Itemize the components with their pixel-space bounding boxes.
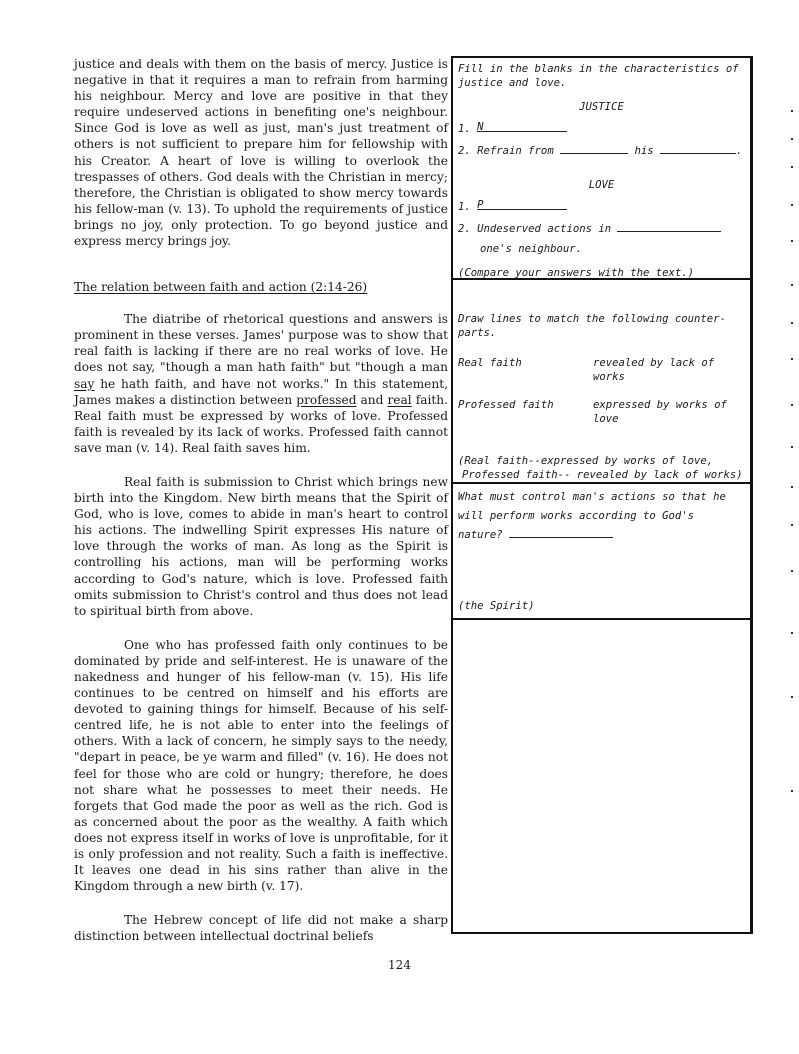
justice-item-1: 1. N	[458, 120, 745, 136]
justice-blank-2a[interactable]	[560, 142, 628, 154]
match-left-real-faith[interactable]: Real faith	[458, 357, 522, 369]
paragraph-diatribe: The diatribe of rhetorical questions and answers is prominent in these verses. James' purpose was to show that real faith is lacking if there are no real works of love. He does not say, "though a man hath faith" but "though a man say he hath faith, and have not works." In this statement, James makes a distinction between professed and real faith. Real faith must be expressed by works of love. Professed faith is revealed by its lack of works. Professed faith cannot save man (v. 14). Real faith saves him.	[74, 312, 449, 455]
matching-grid	[458, 356, 745, 426]
scan-margin-specks	[788, 100, 796, 820]
love-item-2-cont: one's neighbour.	[480, 243, 583, 255]
compare-answers-note: (Compare your answers with the text.)	[458, 267, 694, 279]
love-item-2: 2. Undeserved actions in	[458, 220, 745, 236]
question-answer-blank[interactable]	[509, 526, 613, 538]
empty-note-box	[453, 620, 750, 932]
matching-box	[453, 280, 750, 484]
justice-item-2: 2. Refrain from his .	[458, 142, 745, 158]
underlined-say: say	[74, 376, 95, 391]
question-answer: (the Spirit)	[458, 600, 535, 612]
paragraph-professed-faith: One who has professed faith only continues to be dominated by pride and self-interest. He is unaware of the nakedness and hunger of his fellow-man (v. 15). His life continues to be centred on himself and his efforts are devoted to gaining things for himself. Because of his self-centred life, he is not able to enter into the feelings of others. With a lack of concern, he simply says to the needy, "depart in peace, be ye warm and filled" (v. 16). He does not feel for those who are cold or hungry; therefore, he does not share what he possesses to meet their needs. He forgets that God made the poor as well as the rich. God is as concerned about the poor as the wealthy. A faith which does not express itself in works of love is unprofitable, for it is only profession and not reality. Such a faith is ineffective. It leaves one dead in his sins rather than alive in the Kingdom through a new birth (v. 17).	[74, 637, 448, 894]
matching-instruction: Draw lines to match the following counter-parts.	[458, 313, 726, 339]
fill-in-blanks-box	[453, 58, 750, 280]
match-right-expressed[interactable]: expressed by works of love	[593, 399, 727, 425]
underlined-professed: professed	[296, 392, 357, 407]
main-text-column	[74, 56, 448, 945]
justice-blank-2b[interactable]	[660, 142, 736, 154]
love-heading: LOVE	[588, 179, 615, 191]
page-number: 124	[388, 958, 411, 972]
love-item-1: 1. P	[458, 198, 745, 214]
justice-blank-1[interactable]: N	[477, 120, 567, 132]
match-left-professed-faith[interactable]: Professed faith	[458, 399, 554, 411]
study-sidebar	[451, 56, 753, 934]
love-blank-1[interactable]: P	[477, 198, 567, 210]
match-right-revealed[interactable]: revealed by lack of works	[593, 357, 715, 383]
love-blank-2[interactable]	[617, 220, 721, 232]
paragraph-real-faith: Real faith is submission to Christ which brings new birth into the Kingdom. New birth means that the Spirit of God, who is love, comes to abide in man's heart to control his actions. The indwelling Spirit expresses His nature of love through the works of man. As long as the Spirit is controlling his actions, man will be performing works according to God's nature, which is love. Professed faith omits submission to Christ's control and thus does not lead to spiritual birth from above.	[74, 474, 448, 618]
paragraph-hebrew-concept: The Hebrew concept of life did not make a sharp distinction between intellectual doctrinal beliefs	[74, 913, 448, 944]
justice-heading: JUSTICE	[579, 101, 624, 113]
question-box	[453, 484, 750, 620]
underlined-real: real	[387, 392, 412, 407]
matching-answer-1: (Real faith--expressed by works of love,	[458, 455, 714, 467]
section-heading: The relation between faith and action (2:14-26)	[74, 280, 368, 295]
fill-in-instruction: Fill in the blanks in the characteristics of justice and love.	[458, 63, 739, 89]
paragraph-justice-mercy: justice and deals with them on the basis of mercy. Justice is negative in that it requires a man to refrain from harming his neighbour. Mercy and love are positive in that they require undeserved actions in benefiting one's neighbour. Since God is love as well as just, man's just treatment of others is not sufficient to prepare him for fellowship with his Creator. A heart of love is willing to overlook the trespasses of others. God deals with the Christian in mercy; therefore, the Christian is obligated to show mercy towards his fellow-man (v. 13). To uphold the requirements of justice brings no joy, only protection. To go beyond justice and express mercy brings joy.	[74, 57, 448, 249]
matching-answer-2: Professed faith-- revealed by lack of works)	[462, 469, 743, 481]
question-text: What must control man's actions so that he will perform works according to God's nature?	[458, 491, 726, 541]
